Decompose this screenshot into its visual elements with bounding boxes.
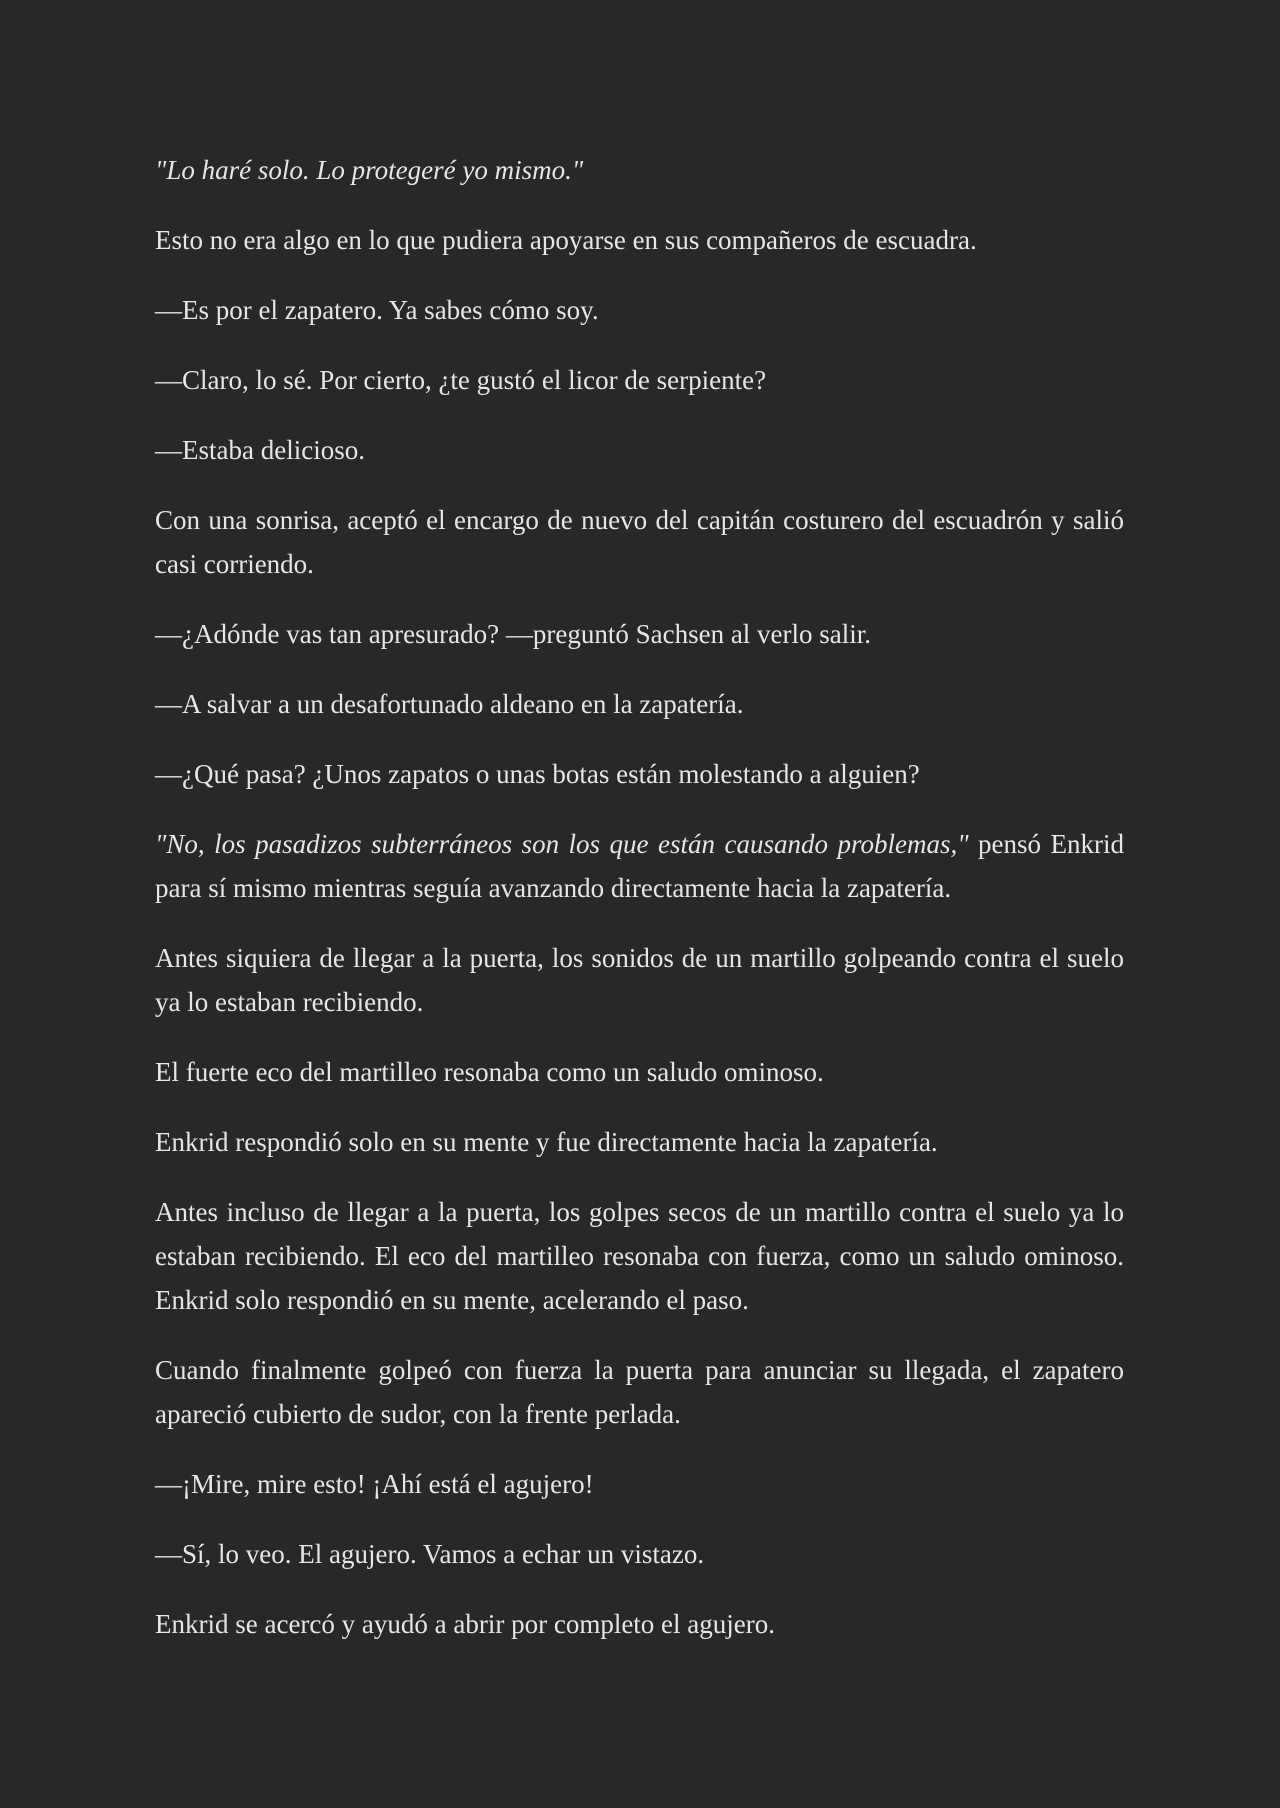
paragraph (155, 358, 1124, 402)
paragraph-text: —A salvar a un desafortunado aldeano en la zapatería. (155, 689, 744, 719)
italic-thought: "No, los pasadizos subterráneos son los que están causando problemas," (155, 829, 969, 859)
paragraph (155, 1602, 1124, 1646)
paragraph (155, 1348, 1124, 1436)
paragraph-text: —Sí, lo veo. El agujero. Vamos a echar un vistazo. (155, 1539, 705, 1569)
paragraph (155, 822, 1124, 910)
paragraph-text: El fuerte eco del martilleo resonaba como un saludo ominoso. (155, 1057, 824, 1087)
paragraph (155, 428, 1124, 472)
paragraph-text: Con una sonrisa, aceptó el encargo de nuevo del capitán costurero del escuadrón y salió casi corriendo. (155, 505, 1124, 579)
paragraph-text: Cuando finalmente golpeó con fuerza la puerta para anunciar su llegada, el zapatero apareció cubierto de sudor, con la frente perlada. (155, 1355, 1124, 1429)
paragraph-text: Antes siquiera de llegar a la puerta, los sonidos de un martillo golpeando contra el suelo ya lo estaban recibiendo. (155, 943, 1124, 1017)
italic-thought: "Lo haré solo. Lo protegeré yo mismo." (155, 155, 584, 185)
paragraph-text: —¡Mire, mire esto! ¡Ahí está el agujero! (155, 1469, 594, 1499)
paragraph (155, 612, 1124, 656)
paragraph-text: Enkrid respondió solo en su mente y fue directamente hacia la zapatería. (155, 1127, 938, 1157)
paragraph (155, 936, 1124, 1024)
paragraph (155, 1120, 1124, 1164)
reader-page (155, 148, 1124, 1646)
paragraph (155, 498, 1124, 586)
paragraph (155, 148, 1124, 192)
paragraph (155, 752, 1124, 796)
paragraph (155, 288, 1124, 332)
paragraph (155, 682, 1124, 726)
paragraph-text: Esto no era algo en lo que pudiera apoyarse en sus compañeros de escuadra. (155, 225, 977, 255)
paragraph (155, 1050, 1124, 1094)
paragraph-text: Antes incluso de llegar a la puerta, los golpes secos de un martillo contra el suelo ya lo estaban recibiendo. El eco del martilleo resonaba con fuerza, como un saludo ominoso. Enkrid solo respondió en su mente, acelerando el paso. (155, 1197, 1124, 1315)
paragraph (155, 1462, 1124, 1506)
paragraph (155, 218, 1124, 262)
paragraph-text: —¿Adónde vas tan apresurado? —preguntó Sachsen al verlo salir. (155, 619, 872, 649)
paragraph-text: Enkrid se acercó y ayudó a abrir por completo el agujero. (155, 1609, 775, 1639)
paragraph-text: —Es por el zapatero. Ya sabes cómo soy. (155, 295, 599, 325)
paragraph-text: pensó Enkrid para sí mismo mientras seguía avanzando directamente hacia la zapatería. (155, 829, 1124, 903)
paragraph (155, 1190, 1124, 1322)
paragraph-text: —¿Qué pasa? ¿Unos zapatos o unas botas están molestando a alguien? (155, 759, 920, 789)
paragraph-text: —Claro, lo sé. Por cierto, ¿te gustó el licor de serpiente? (155, 365, 767, 395)
paragraph (155, 1532, 1124, 1576)
paragraph-text: —Estaba delicioso. (155, 435, 365, 465)
